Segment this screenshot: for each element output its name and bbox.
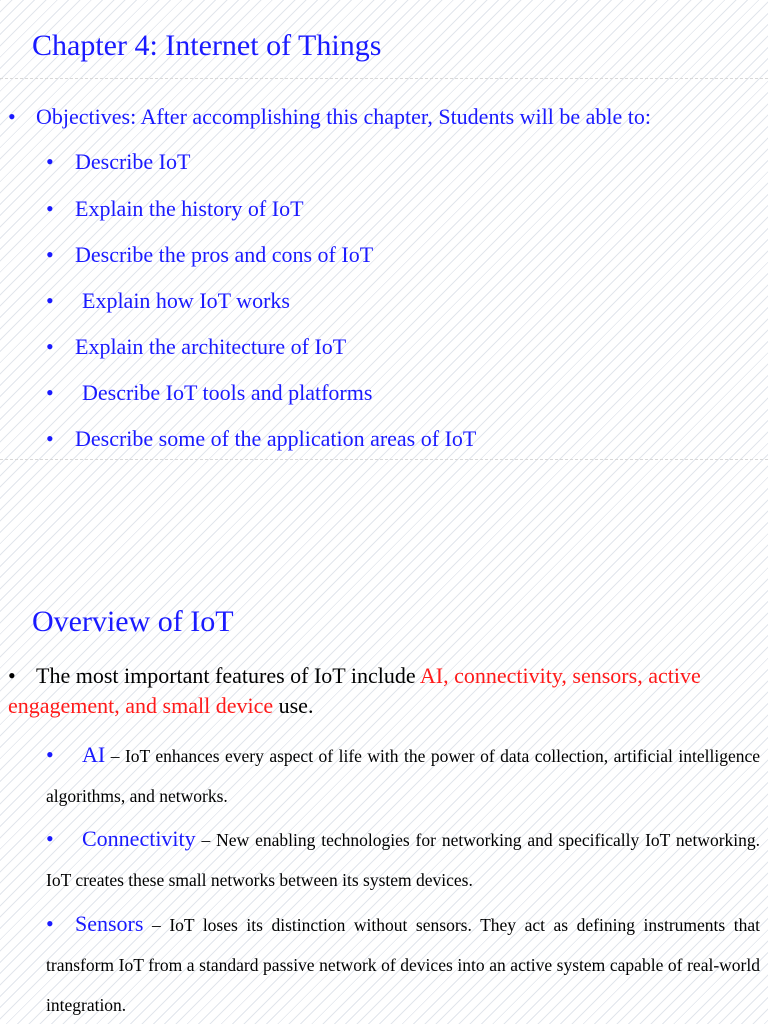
objective-item-text: Describe the pros and cons of IoT: [75, 242, 374, 267]
objectives-line: [8, 104, 651, 130]
feature-dash: –: [195, 830, 217, 850]
feature-text: IoT loses its distinction without sensors. They act as defining instruments that transform IoT from a standard passive network of devices into an active system capable of real-world integration.: [46, 915, 760, 1015]
bullet: •: [46, 426, 54, 451]
intro-prefix: The most important features of IoT include: [36, 663, 420, 688]
objective-item: [46, 288, 290, 314]
objective-item: [46, 380, 372, 406]
slide-overview: [0, 577, 768, 1024]
feature-item-connectivity: [46, 819, 760, 900]
feature-text: New enabling technologies for networking and specifically IoT networking. IoT creates these small networks between its system devices.: [46, 830, 761, 890]
objective-item-text: Explain the architecture of IoT: [75, 334, 347, 359]
objective-item: [46, 149, 190, 175]
objective-item-text: Explain the history of IoT: [75, 196, 304, 221]
feature-dash: –: [143, 915, 170, 935]
feature-term: AI: [82, 742, 106, 767]
body-separator: [0, 459, 768, 460]
objectives-text: Objectives: After accomplishing this chapter, Students will be able to:: [36, 104, 651, 129]
bullet: •: [8, 104, 16, 129]
bullet: •: [46, 242, 54, 267]
objective-item: [46, 334, 346, 360]
objective-item-text: Explain how IoT works: [82, 288, 290, 313]
feature-dash: –: [105, 746, 125, 766]
bullet: •: [46, 196, 54, 221]
bullet: •: [46, 826, 54, 851]
feature-term: Sensors: [75, 911, 144, 936]
feature-text: IoT enhances every aspect of life with the power of data collection, artificial intelligence algorithms, and networks.: [46, 746, 760, 806]
bullet: •: [46, 380, 54, 405]
objective-item-text: Describe IoT: [75, 149, 191, 174]
objective-item-text: Describe some of the application areas of IoT: [75, 426, 477, 451]
feature-item-ai: [46, 735, 760, 816]
feature-item-sensors: [46, 904, 760, 1024]
objective-item: [46, 426, 476, 452]
bullet: •: [46, 742, 54, 767]
slide-title: Overview of IoT: [32, 605, 234, 638]
bullet: •: [8, 663, 16, 688]
objective-item: [46, 242, 373, 268]
intro-paragraph: [8, 661, 760, 721]
bullet: •: [46, 911, 54, 936]
objective-item: [46, 196, 304, 222]
intro-highlight: AI, connectivity, sensors, active engagement, and small device: [8, 663, 701, 718]
slide-title: Chapter 4: Internet of Things: [32, 29, 382, 62]
title-separator: [0, 78, 768, 79]
bullet: •: [46, 288, 54, 313]
bullet: •: [46, 149, 54, 174]
intro-suffix: use.: [273, 693, 314, 718]
bullet: •: [46, 334, 54, 359]
feature-term: Connectivity: [82, 826, 196, 851]
objective-item-text: Describe IoT tools and platforms: [82, 380, 373, 405]
